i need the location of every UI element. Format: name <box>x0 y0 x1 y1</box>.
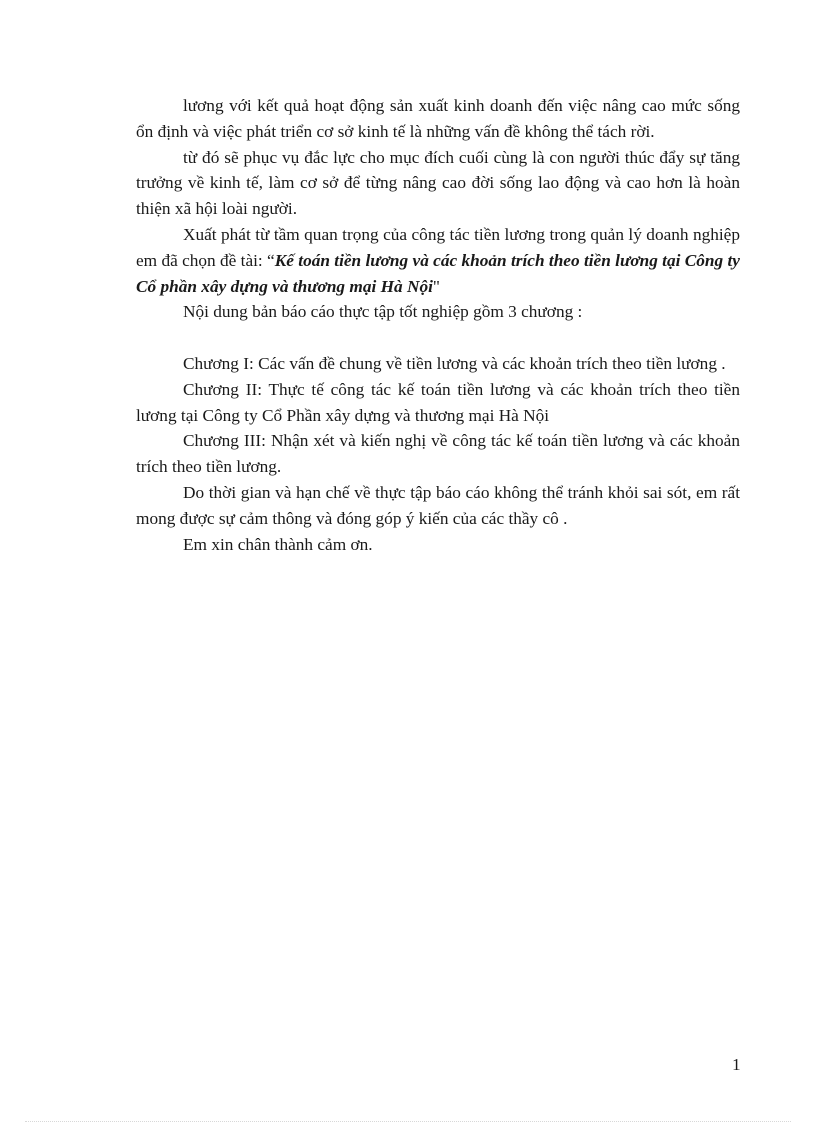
topic-lead-in: Xuất phát từ tầm quan trọng của công tác tiền lương trong quản lý doanh nghiệp em đã chọn đề tài: “ <box>136 224 740 270</box>
page-bottom-divider <box>25 1121 791 1122</box>
chapter-2-item: Chương II: Thực tế công tác kế toán tiền lương và các khoản trích theo tiền lương tại Công ty Cổ Phần xây dựng và thương mại Hà Nội <box>136 379 740 425</box>
paragraph-purpose: từ đó sẽ phục vụ đắc lực cho mục đích cuối cùng là con người thúc đẩy sự tăng trưởng về kinh tế, làm cơ sở để từng nâng cao đời sống lao động và cao hơn là hoàn thiện xã hội loài người. <box>136 147 740 219</box>
page-number: 1 <box>732 1055 741 1074</box>
document-body <box>136 93 740 557</box>
paragraph-contents-intro: Nội dung bản báo cáo thực tập tốt nghiệp gồm 3 chương : <box>183 302 583 322</box>
paragraph-apology: Do thời gian và hạn chế về thực tập báo cáo không thể tránh khỏi sai sót, em rất mong được sự cảm thông và đóng góp ý kiến của các thầy cô . <box>136 482 740 528</box>
topic-title: Kế toán tiền lương và các khoản trích theo tiền lương tại Công ty Cổ phần xây dựng và thương mại Hà Nội <box>136 250 740 296</box>
paragraph-topic <box>136 222 740 299</box>
paragraph-intro-continuation: lương với kết quả hoạt động sản xuất kinh doanh đến việc nâng cao mức sống ổn định và việc phát triển cơ sở kinh tế là những vấn đề không thể tách rời. <box>136 96 740 141</box>
blank-line <box>136 325 740 351</box>
paragraph-thanks: Em xin chân thành cảm ơn. <box>183 534 373 554</box>
chapter-1-item: Chương I: Các vấn đề chung về tiền lương và các khoản trích theo tiền lương . <box>183 353 726 373</box>
chapter-3-item: Chương III: Nhận xét và kiến nghị về công tác kế toán tiền lương và các khoản trích theo tiền lương. <box>136 431 740 477</box>
topic-close-quote: " <box>432 276 440 296</box>
